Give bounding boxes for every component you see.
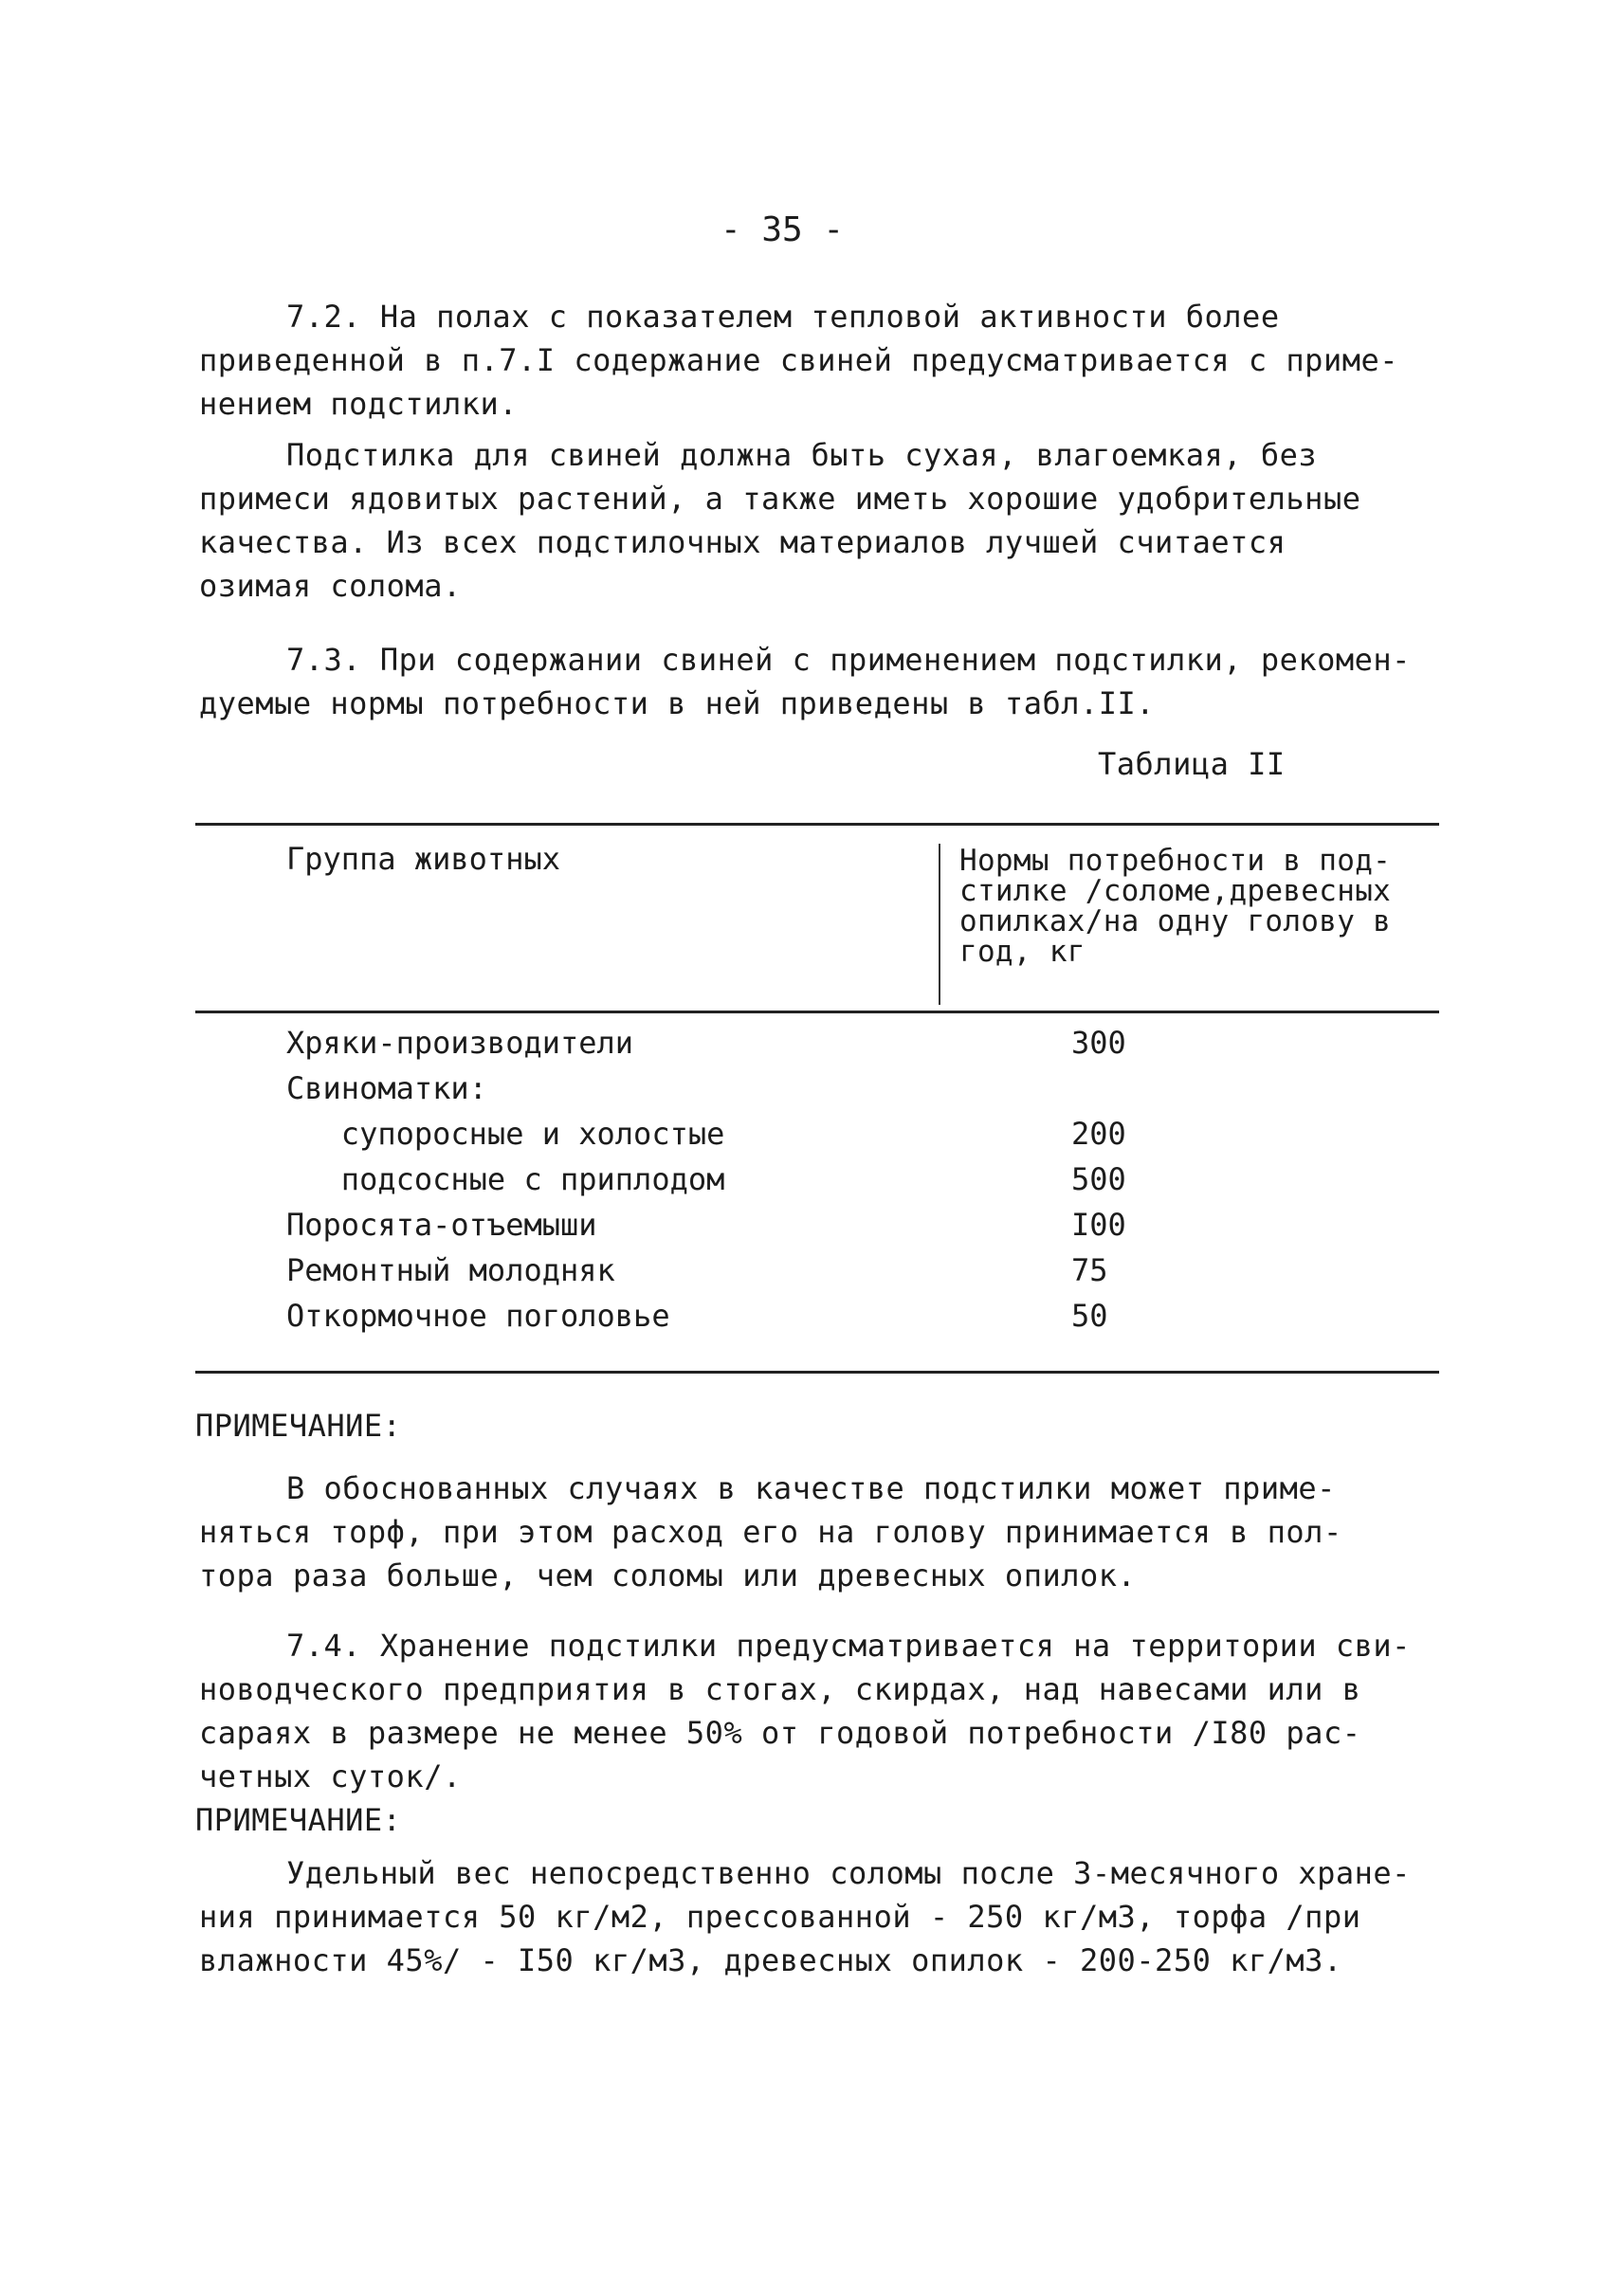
table-header-norm-line-2: стилке /соломе,древесных [959,874,1392,908]
table-row-group: Хряки-производители [286,1025,634,1061]
table-header-divider [939,844,940,1005]
table-row-value: 200 [1071,1116,1126,1152]
note-2-line-3: влажности 45%/ - I50 кг/м3, древесных опилок - 200-250 кг/м3. [199,1942,1342,1978]
table-row-value: 300 [1071,1025,1126,1061]
para-7-2-line-2: приведенной в п.7.I содержание свиней предусматривается с приме- [199,342,1398,378]
note-1-label: ПРИМЕЧАНИЕ: [195,1408,402,1444]
para-bedding-line-4: озимая солома. [199,568,462,604]
page-number: - 35 - [721,210,845,249]
para-7-3-line-2: дуемые нормы потребности в ней приведены в табл.II. [199,685,1156,721]
table-row-value: I00 [1071,1207,1126,1243]
para-7-4-line-4: четных суток/. [199,1758,462,1794]
table-row-value: 50 [1071,1298,1108,1334]
table-header-norm-line-4: год, кг [959,935,1086,969]
note-1-line-3: тора раза больше, чем соломы или древесных опилок. [199,1557,1137,1594]
table-row-value: 75 [1071,1252,1108,1288]
note-2-line-1: Удельный вес непосредственно соломы после 3-месячного хране- [286,1855,1411,1891]
para-7-2-line-3: нением подстилки. [199,386,519,422]
table-header-group: Группа животных [286,841,560,877]
table-row-group: супоросные и холостые [286,1116,725,1152]
para-7-4-line-1: 7.4. Хранение подстилки предусматривается на территории сви- [286,1628,1411,1664]
table-header-rule [195,1011,1439,1013]
table-row-group: подсосные с приплодом [286,1161,725,1197]
table-header-norm-line-1: Нормы потребности в под- [959,844,1392,878]
para-bedding-line-1: Подстилка для свиней должна быть сухая, влагоемкая, без [286,437,1318,473]
table-row-group: Ремонтный молодняк [286,1252,615,1288]
para-7-4-line-3: сараях в размере не менее 50% от годовой потребности /I80 рас- [199,1715,1361,1751]
note-2-label: ПРИМЕЧАНИЕ: [195,1802,402,1838]
table-bottom-rule [195,1371,1439,1374]
table-caption: Таблица II [1098,746,1286,782]
para-7-3-line-1: 7.3. При содержании свиней с применением подстилки, рекомен- [286,642,1411,678]
note-1-line-2: няться торф, при этом расход его на голову принимается в пол- [199,1514,1342,1550]
note-2-line-2: ния принимается 50 кг/м2, прессованной - 250 кг/м3, торфа /при [199,1899,1361,1935]
para-bedding-line-2: примеси ядовитых растений, а также иметь хорошие удобрительные [199,481,1361,517]
para-7-4-line-2: новодческого предприятия в стогах, скирдах, над навесами или в [199,1671,1361,1707]
table-header-norm-line-3: опилках/на одну голову в [959,904,1392,938]
table-row-group: Откормочное поголовье [286,1298,670,1334]
para-7-2-line-1: 7.2. На полах с показателем тепловой активности более [286,299,1280,335]
table-row-group: Поросята-отъемыши [286,1207,597,1243]
note-1-line-1: В обоснованных случаях в качестве подстилки может приме- [286,1470,1336,1506]
table-row-group: Свиноматки: [286,1070,487,1106]
table-top-rule [195,823,1439,826]
para-bedding-line-3: качества. Из всех подстилочных материалов лучшей считается [199,524,1286,560]
table-row-value: 500 [1071,1161,1126,1197]
